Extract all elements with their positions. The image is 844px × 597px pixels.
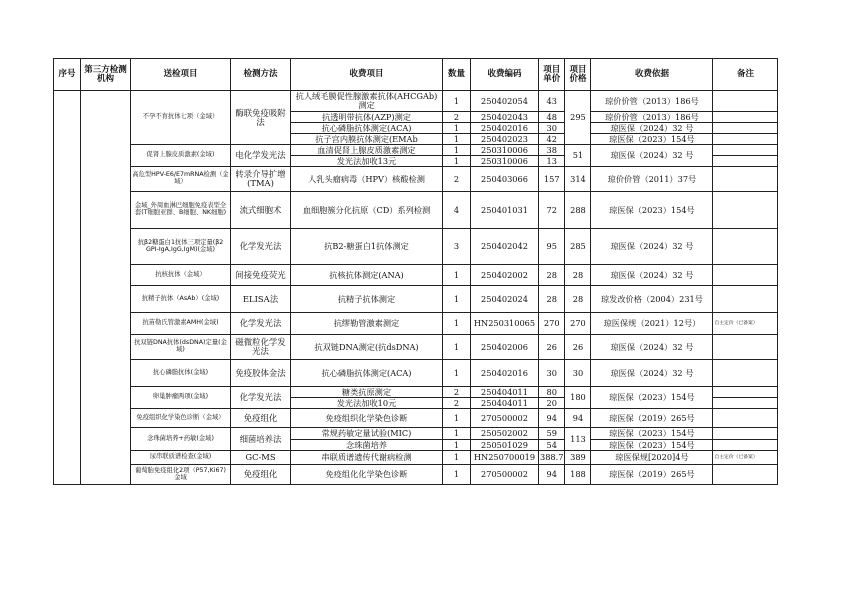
qty-cell: 1 [443,360,471,387]
code-cell: 270500002 [471,409,539,428]
table-row [54,265,778,286]
method-cell: ELISA法 [231,286,291,313]
test-item-cell: 尿串联质谱检查(金域) [131,451,231,465]
basis-cell: 琼医保（2019）265号 [591,409,713,428]
code-cell: 250402006 [471,335,539,360]
method-cell: 化学发光法 [231,313,291,335]
qty-cell: 2 [443,167,471,192]
code-cell: 250402043 [471,112,539,123]
code-cell: 270500002 [471,465,539,485]
qty-cell: 1 [443,123,471,134]
code-cell: 250310006 [471,156,539,167]
note-cell [713,286,778,313]
charge-item-cell: 抗精子抗体测定 [291,286,443,313]
header-row [54,59,778,91]
qty-cell: 1 [443,409,471,428]
unit-price-cell: 43 [539,91,565,112]
charge-item-cell: 人乳头瘤病毒（HPV）核酸检测 [291,167,443,192]
charge-item-cell: 串联质谱遗传代谢病检测 [291,451,443,465]
test-item-cell: 不孕不育抗体七项（金域） [131,91,231,145]
note-cell [713,134,778,145]
basis-cell: 琼医保（2023）154号 [591,440,713,451]
note-cell [713,192,778,229]
charge-item-cell: 发光法加收10元 [291,398,443,409]
note-cell [713,387,778,398]
table-row [54,192,778,229]
institution-cell [81,91,131,485]
method-cell: 免疫组化 [231,465,291,485]
qty-cell: 1 [443,286,471,313]
note-cell: 自主定价（已备案） [713,313,778,335]
note-cell [713,465,778,485]
item-price-cell: 314 [565,167,591,192]
method-cell: 磁微粒化学发光法 [231,335,291,360]
test-item-cell: 金域_外周血淋巴细胞免疫表型全套(T细胞亚群、B细胞、NK细胞) [131,192,231,229]
item-price-cell: 113 [565,428,591,451]
unit-price-cell: 20 [539,398,565,409]
item-price-cell: 295 [565,91,591,145]
header-method: 检测方法 [231,59,291,91]
item-price-cell: 188 [565,465,591,485]
test-item-cell: 抗β2糖蛋白1抗体三项定量(β2 GPI-IgA,IgG,IgM)(金域) [131,229,231,265]
charge-item-cell: 念珠菌培养 [291,440,443,451]
unit-price-cell: 26 [539,335,565,360]
qty-cell: 1 [443,428,471,440]
basis-cell: 琼医保（2024）32 号 [591,360,713,387]
table-row [54,465,778,485]
table-row [54,91,778,112]
item-price-cell: 30 [565,360,591,387]
note-cell [713,167,778,192]
note-cell [713,360,778,387]
basis-cell: 琼医保（2023）154号 [591,428,713,440]
method-cell: 化学发光法 [231,387,291,409]
table-row [54,360,778,387]
table-row [54,409,778,428]
note-cell [713,265,778,286]
method-cell: 化学发光法 [231,229,291,265]
header-unit-price: 项目单价 [539,59,565,91]
qty-cell: 1 [443,335,471,360]
charge-item-cell: 抗核抗体测定(ANA) [291,265,443,286]
code-cell: HN250700019 [471,451,539,465]
basis-cell: 琼医保（2024）32 号 [591,229,713,265]
code-cell: 250402023 [471,134,539,145]
item-price-cell: 285 [565,229,591,265]
note-cell [713,440,778,451]
note-cell [713,112,778,123]
code-cell: 250401031 [471,192,539,229]
basis-cell: 琼医保（2023）154号 [591,387,713,409]
item-price-cell: 26 [565,335,591,360]
basis-cell: 琼发改价格（2004）231号 [591,286,713,313]
header-qty: 数量 [443,59,471,91]
charge-item-cell: 抗子宫内膜抗体测定(EMAb [291,134,443,145]
qty-cell: 2 [443,398,471,409]
item-price-cell: 94 [565,409,591,428]
test-item-cell: 抗心磷脂抗体(金域) [131,360,231,387]
charge-item-cell: 常规药敏定量试验(MIC) [291,428,443,440]
test-item-cell: 抗核抗体（金域） [131,265,231,286]
unit-price-cell: 59 [539,428,565,440]
item-price-cell: 51 [565,145,591,167]
code-cell: 250404011 [471,398,539,409]
method-cell: 免疫胶体金法 [231,360,291,387]
qty-cell: 1 [443,134,471,145]
note-cell [713,409,778,428]
code-cell: 250402024 [471,286,539,313]
charge-item-cell: 血细胞簇分化抗原（CD）系列检测 [291,192,443,229]
fee-table [53,58,778,485]
method-cell: 电化学发光法 [231,145,291,167]
method-cell: 酶联免疫吸附法 [231,91,291,145]
charge-item-cell: 血清促肾上腺皮质激素测定 [291,145,443,156]
charge-item-cell: 抗B2-糖蛋白1抗体测定 [291,229,443,265]
test-item-cell: 抗双链DNA抗体(dsDNA)定量(金域) [131,335,231,360]
unit-price-cell: 54 [539,440,565,451]
test-item-cell: 免疫组织化学染色诊断（金域） [131,409,231,428]
basis-cell: 琼医保（2024）32 号 [591,145,713,167]
charge-item-cell: 抗透明带抗体(AZP)测定 [291,112,443,123]
unit-price-cell: 28 [539,265,565,286]
item-price-cell: 28 [565,286,591,313]
table-row [54,145,778,156]
note-cell [713,229,778,265]
test-item-cell: 卵巢肿瘤两项(金域) [131,387,231,409]
qty-cell: 4 [443,192,471,229]
unit-price-cell: 72 [539,192,565,229]
method-cell: 免疫组化 [231,409,291,428]
unit-price-cell: 30 [539,123,565,134]
qty-cell: 2 [443,387,471,398]
item-price-cell: 270 [565,313,591,335]
note-cell: 自主定价（已备案） [713,451,778,465]
unit-price-cell: 48 [539,112,565,123]
code-cell: 250404011 [471,387,539,398]
code-cell: 250402016 [471,360,539,387]
charge-item-cell: 抗心磷脂抗体测定(ACA) [291,123,443,134]
table-body [54,91,778,485]
item-price-cell: 389 [565,451,591,465]
table-row [54,428,778,440]
unit-price-cell: 38 [539,145,565,156]
item-price-cell: 28 [565,265,591,286]
item-price-cell: 180 [565,387,591,409]
charge-item-cell: 免疫组织化学染色诊断 [291,409,443,428]
test-item-cell: 高危型HPV-E6/E7mRNA检测（金域） [131,167,231,192]
code-cell: 250310006 [471,145,539,156]
test-item-cell: 抗苗勒氏管激素AMH(金域) [131,313,231,335]
unit-price-cell: 157 [539,167,565,192]
unit-price-cell: 95 [539,229,565,265]
qty-cell: 1 [443,156,471,167]
charge-item-cell: 免疫组化化学染色诊断 [291,465,443,485]
table-row [54,335,778,360]
method-cell: 细菌培养法 [231,428,291,451]
test-item-cell: 念珠菌培养+药敏(金域) [131,428,231,451]
qty-cell: 1 [443,440,471,451]
basis-cell: 琼医保（2019）265号 [591,465,713,485]
code-cell: 250402042 [471,229,539,265]
test-item-cell: 抗精子抗体（AsAb）(金域) [131,286,231,313]
charge-item-cell: 发光法加收13元 [291,156,443,167]
basis-cell: 琼价价管（2013）186号 [591,91,713,112]
unit-price-cell: 30 [539,360,565,387]
code-cell: 250502002 [471,428,539,440]
qty-cell: 1 [443,465,471,485]
table-row [54,451,778,465]
table-row [54,229,778,265]
method-cell: 流式细胞术 [231,192,291,229]
code-cell: 250402054 [471,91,539,112]
table-row [54,387,778,398]
qty-cell: 1 [443,313,471,335]
unit-price-cell: 270 [539,313,565,335]
table-row [54,313,778,335]
basis-cell: 琼医保（2023）154号 [591,192,713,229]
unit-price-cell: 42 [539,134,565,145]
qty-cell: 1 [443,91,471,112]
unit-price-cell: 94 [539,409,565,428]
charge-item-cell: 抗双链DNA测定(抗dsDNA) [291,335,443,360]
header-item-price: 项目价格 [565,59,591,91]
charge-item-cell: 抗心磷脂抗体测定(ACA) [291,360,443,387]
table-row [54,286,778,313]
header-charge-item: 收费项目 [291,59,443,91]
qty-cell: 3 [443,229,471,265]
unit-price-cell: 388.7 [539,451,565,465]
header-basis: 收费依据 [591,59,713,91]
basis-cell: 琼医保规[2020]4号 [591,451,713,465]
note-cell [713,91,778,112]
unit-price-cell: 94 [539,465,565,485]
test-item-cell: 促肾上腺皮质激素(金域) [131,145,231,167]
header-seq: 序号 [54,59,81,91]
header-institution: 第三方检测机构 [81,59,131,91]
qty-cell: 1 [443,451,471,465]
charge-item-cell: 抗人绒毛膜促性腺激素抗体(AHCGAb)测定 [291,91,443,112]
qty-cell: 1 [443,265,471,286]
qty-cell: 1 [443,145,471,156]
unit-price-cell: 28 [539,286,565,313]
unit-price-cell: 80 [539,387,565,398]
method-cell: 转录介导扩增(TMA) [231,167,291,192]
header-note: 备注 [713,59,778,91]
qty-cell: 2 [443,112,471,123]
basis-cell: 琼医保规（2021）12号） [591,313,713,335]
note-cell [713,123,778,134]
header-item: 送检项目 [131,59,231,91]
basis-cell: 琼医保（2024）32 号 [591,335,713,360]
basis-cell: 琼价价管（2013）186号 [591,112,713,123]
code-cell: 250501029 [471,440,539,451]
test-item-cell: 葡萄胎免疫组化2项（P57,Ki67)金域 [131,465,231,485]
note-cell [713,145,778,156]
charge-item-cell: 抗缪勒管激素测定 [291,313,443,335]
basis-cell: 琼医保（2024）32 号 [591,123,713,134]
method-cell: 间接免疫荧光 [231,265,291,286]
code-cell: 250403066 [471,167,539,192]
table-row [54,167,778,192]
item-price-cell: 288 [565,192,591,229]
basis-cell: 琼医保（2024）32 号 [591,265,713,286]
unit-price-cell: 13 [539,156,565,167]
note-cell [713,156,778,167]
charge-item-cell: 糖类抗原测定 [291,387,443,398]
code-cell: HN250310065 [471,313,539,335]
basis-cell: 琼医保（2023）154号 [591,134,713,145]
seq-cell [54,91,81,485]
code-cell: 250402002 [471,265,539,286]
code-cell: 250402016 [471,123,539,134]
note-cell [713,335,778,360]
header-code: 收费编码 [471,59,539,91]
basis-cell: 琼价价管（2011）37号 [591,167,713,192]
method-cell: GC-MS [231,451,291,465]
note-cell [713,428,778,440]
note-cell [713,398,778,409]
